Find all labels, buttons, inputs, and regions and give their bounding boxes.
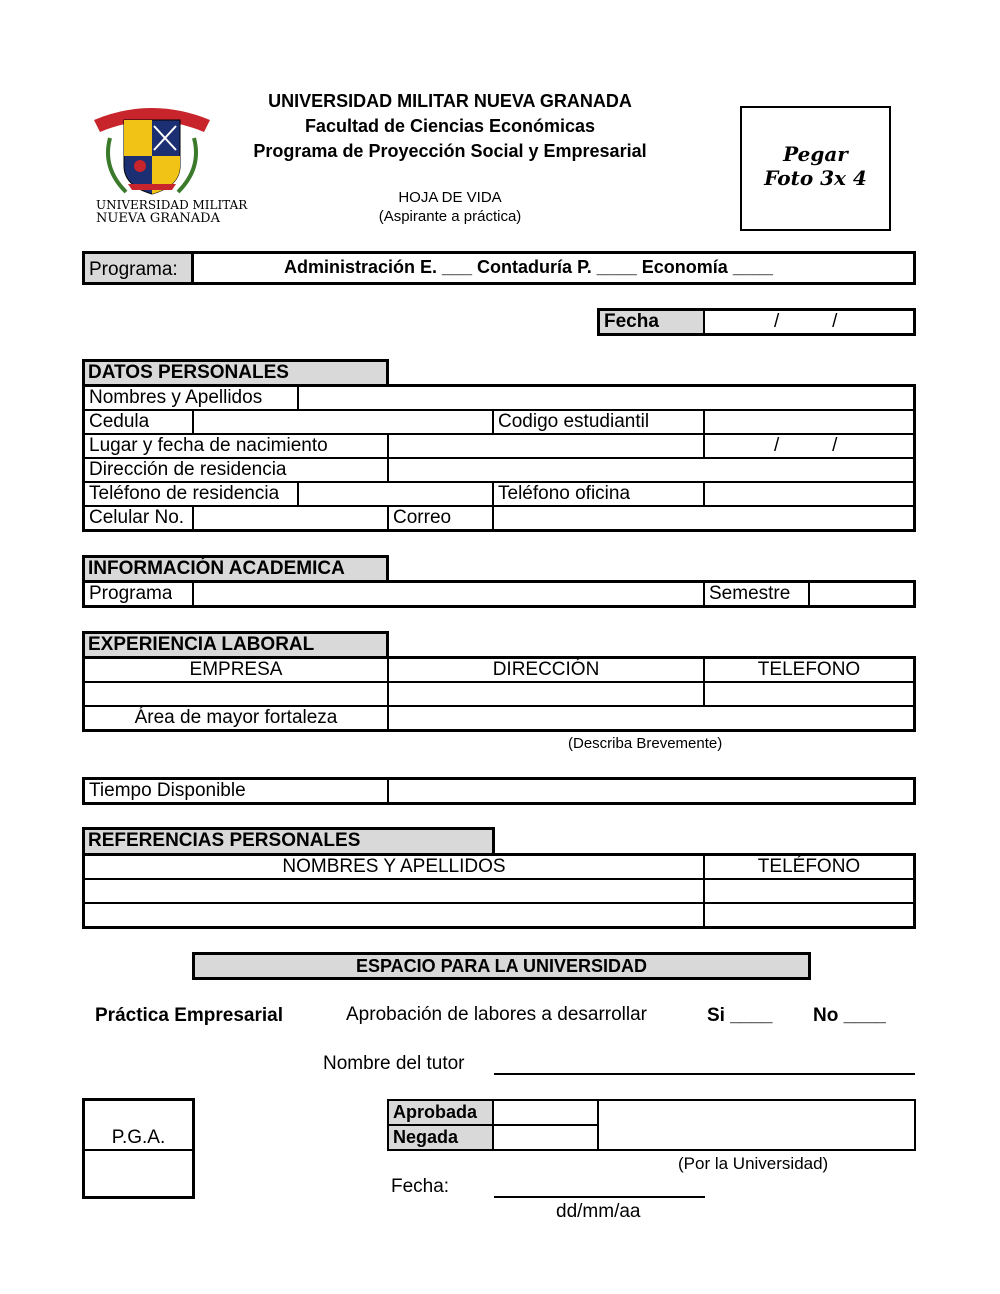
- photo-label-line1: Pegar: [783, 142, 848, 166]
- negada-label: Negada: [389, 1126, 492, 1149]
- por-universidad-note: (Por la Universidad): [678, 1154, 829, 1173]
- document-subtitle: (Aspirante a práctica): [378, 208, 522, 225]
- codigo-field[interactable]: [705, 411, 913, 433]
- tiempo-label: Tiempo Disponible: [89, 780, 246, 801]
- lugar-field[interactable]: [389, 435, 703, 457]
- logo-banner-text: SCIENTIÆ · PATRIÆ · FAMILIÆ: [103, 103, 201, 110]
- pga-label: P.G.A.: [111, 1127, 166, 1148]
- fecha-final-label: Fecha:: [391, 1176, 450, 1197]
- tel-oficina-label: Teléfono oficina: [498, 483, 631, 504]
- negada-field[interactable]: [494, 1126, 597, 1149]
- area-fortaleza-label: Área de mayor fortaleza: [134, 707, 338, 728]
- codigo-label: Codigo estudiantil: [498, 411, 650, 432]
- empresa-field[interactable]: [85, 683, 387, 705]
- telefono-empresa-field[interactable]: [705, 683, 913, 705]
- document-title: HOJA DE VIDA: [398, 189, 502, 206]
- ref2-nombre-field[interactable]: [85, 904, 703, 926]
- faculty-name: Facultad de Ciencias Económicas: [304, 116, 596, 136]
- col-nombres: NOMBRES Y APELLIDOS: [282, 856, 506, 877]
- ref2-telefono-field[interactable]: [705, 904, 913, 926]
- academica-programa-label: Programa: [89, 583, 173, 604]
- fecha-nacimiento-field[interactable]: / /: [774, 435, 838, 456]
- date-format-hint: dd/mm/aa: [556, 1201, 641, 1222]
- ref1-telefono-field[interactable]: [705, 880, 913, 902]
- tutor-field[interactable]: [494, 1073, 915, 1075]
- programa-options[interactable]: Administración E. ___ Contaduría P. ____ Economía ____: [284, 257, 773, 277]
- semestre-label: Semestre: [709, 583, 791, 604]
- university-name: UNIVERSIDAD MILITAR NUEVA GRANADA: [268, 91, 632, 111]
- tiempo-field[interactable]: [389, 780, 913, 802]
- direccion-empresa-field[interactable]: [389, 683, 703, 705]
- celular-label: Celular No.: [89, 507, 185, 528]
- academica-title: INFORMACIÓN ACADEMICA: [82, 555, 389, 582]
- universidad-title: ESPACIO PARA LA UNIVERSIDAD: [355, 956, 648, 976]
- experiencia-title: EXPERIENCIA LABORAL: [82, 631, 389, 658]
- program-name: Programa de Proyección Social y Empresarial: [253, 141, 647, 161]
- programa-label: Programa:: [85, 254, 191, 282]
- lugar-fecha-label: Lugar y fecha de nacimiento: [89, 435, 328, 456]
- tel-residencia-label: Teléfono de residencia: [89, 483, 280, 504]
- correo-label: Correo: [393, 507, 452, 528]
- describa-note: (Describa Brevemente): [568, 735, 723, 752]
- ref1-nombre-field[interactable]: [85, 880, 703, 902]
- col-direccion: DIRECCIÓN: [492, 659, 600, 680]
- cedula-label: Cedula: [89, 411, 150, 432]
- celular-field[interactable]: [194, 507, 387, 529]
- aprobacion-label: Aprobación de labores a desarrollar: [346, 1004, 648, 1025]
- fecha-final-field[interactable]: [494, 1196, 705, 1198]
- tel-oficina-field[interactable]: [705, 483, 913, 505]
- practica-label: Práctica Empresarial: [95, 1005, 284, 1026]
- aprobada-label: Aprobada: [389, 1101, 492, 1124]
- referencias-title: REFERENCIAS PERSONALES: [82, 827, 495, 854]
- academica-programa-field[interactable]: [194, 583, 703, 605]
- cedula-field[interactable]: [194, 411, 492, 433]
- fecha-label: Fecha: [600, 311, 703, 333]
- semestre-field[interactable]: [810, 583, 913, 605]
- direccion-label: Dirección de residencia: [89, 459, 287, 480]
- col-telefono: TELEFONO: [757, 659, 861, 680]
- correo-field[interactable]: [494, 507, 913, 529]
- tutor-label: Nombre del tutor: [323, 1053, 465, 1074]
- logo-text-line1: UNIVERSIDAD MILITAR: [96, 198, 248, 212]
- tel-residencia-field[interactable]: [299, 483, 492, 505]
- photo-label-line2: Foto 3x 4: [764, 166, 867, 190]
- area-fortaleza-field[interactable]: [389, 707, 913, 729]
- datos-personales-title: DATOS PERSONALES: [82, 359, 389, 386]
- logo-text-line2: NUEVA GRANADA: [96, 211, 220, 226]
- nombres-label: Nombres y Apellidos: [89, 387, 263, 408]
- observacion-field[interactable]: [599, 1101, 914, 1149]
- pga-field[interactable]: [85, 1151, 192, 1196]
- photo-box: [740, 106, 891, 231]
- nombres-field[interactable]: [299, 387, 913, 409]
- fecha-value[interactable]: / /: [774, 311, 838, 332]
- no-option[interactable]: No ____: [813, 1005, 886, 1026]
- si-option[interactable]: Si ____: [707, 1005, 773, 1026]
- col-telefono-ref: TELÉFONO: [757, 856, 861, 877]
- aprobada-field[interactable]: [494, 1101, 597, 1124]
- direccion-field[interactable]: [389, 459, 913, 481]
- col-empresa: EMPRESA: [189, 659, 283, 680]
